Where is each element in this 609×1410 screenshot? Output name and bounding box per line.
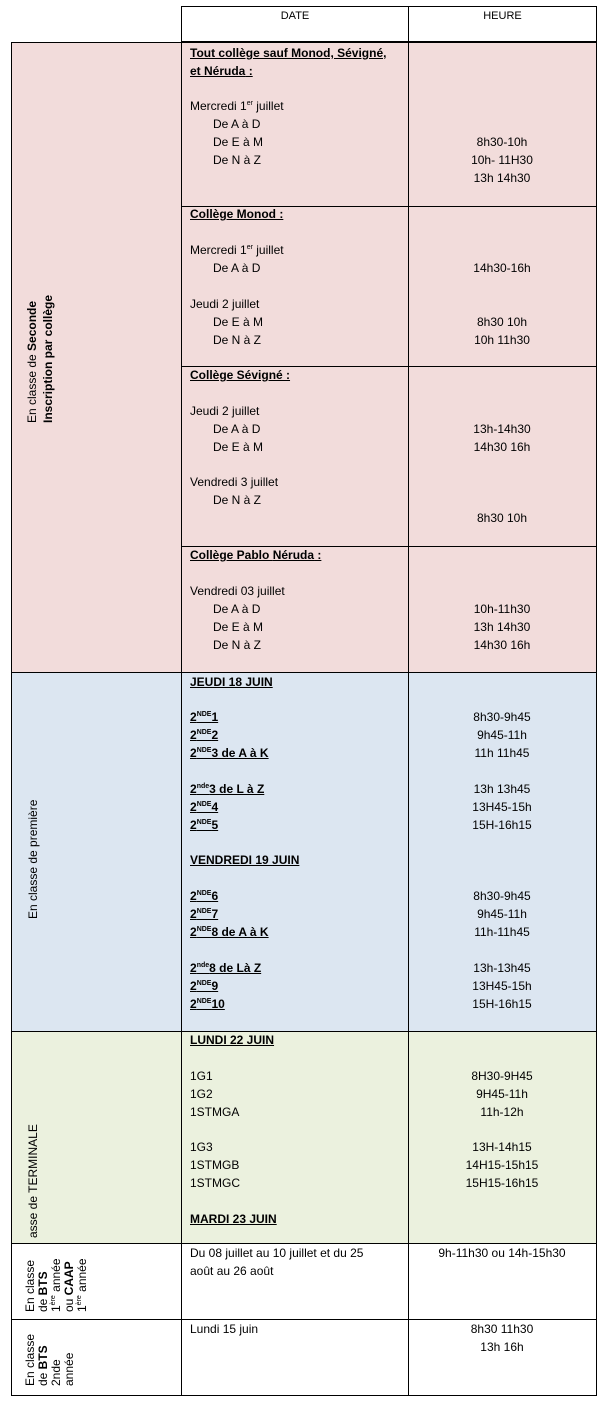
header-heure [408, 6, 597, 42]
terminale-time: 8H30-9H45 [471, 1069, 533, 1083]
seconde-g4-range-2: De E à M [213, 620, 264, 634]
header-date-label: DATE [280, 10, 310, 22]
seconde-g2-range-1: De A à D [213, 261, 261, 275]
seconde-g2-range-3: De N à Z [213, 333, 262, 347]
seconde-side-cell [11, 42, 182, 673]
premiere-time: 13H45-15h [472, 800, 532, 814]
premiere-class-row: 2nde3 de L à Z [190, 782, 265, 796]
premiere-class-row: 2NDE1 [190, 710, 219, 724]
terminale-side-label: asse de TERMINALE [26, 1124, 40, 1238]
seconde-g3-time-1: 13h-14h30 [473, 422, 531, 436]
header-date [181, 6, 409, 42]
terminale-class: 1G3 [190, 1140, 213, 1154]
premiere-class-row: 2NDE9 [190, 979, 219, 993]
terminale-day-1: LUNDI 22 JUIN [190, 1033, 275, 1047]
seconde-g4-time-2: 13h 14h30 [473, 620, 531, 634]
premiere-class-row: 2NDE6 [190, 889, 219, 903]
premiere-time: 13h-13h45 [473, 961, 531, 975]
bts1-date-line-2: août au 26 août [190, 1264, 274, 1278]
seconde-g3-date-cell [181, 366, 409, 547]
premiere-side-label: En classe de première [26, 799, 40, 919]
premiere-class-row: 2NDE8 de A à K [190, 925, 269, 939]
premiere-time: 8h30-9h45 [473, 710, 531, 724]
seconde-g1-time-2: 10h- 11H30 [471, 153, 533, 167]
premiere-time: 15H-16h15 [472, 997, 532, 1011]
terminale-time: 15H15-16h15 [465, 1176, 539, 1190]
seconde-g3-range-1: De A à D [213, 422, 261, 436]
premiere-class-row: 2NDE7 [190, 907, 219, 921]
bts2-side-cell [11, 1319, 182, 1396]
premiere-class-row: 2NDE4 [190, 800, 219, 814]
terminale-time: 13H-14h15 [472, 1140, 532, 1154]
terminale-time: 14H15-15h15 [465, 1158, 539, 1172]
bts1-side-cell [11, 1243, 182, 1320]
seconde-g1-time-1: 8h30-10h [476, 135, 528, 149]
premiere-class-row: 2NDE2 [190, 728, 219, 742]
terminale-class: 1G1 [190, 1069, 213, 1083]
seconde-g3-range-2: De E à M [213, 440, 264, 454]
terminale-class: 1STMGA [190, 1105, 240, 1119]
seconde-g2-time-1: 14h30-16h [473, 261, 531, 275]
seconde-g1-title: Tout collège sauf Monod, Sévigné, [190, 46, 387, 60]
seconde-g2-time-2: 8h30 10h [476, 315, 528, 329]
seconde-g1-range-3: De N à Z [213, 153, 262, 167]
terminale-time: 9H45-11h [476, 1087, 528, 1101]
premiere-time-cell [408, 672, 597, 1032]
seconde-g1-range-2: De E à M [213, 135, 264, 149]
premiere-time: 13h 13h45 [473, 782, 531, 796]
seconde-g1-day: Mercredi 1er juillet [190, 99, 284, 113]
premiere-day-2: VENDREDI 19 JUIN [190, 853, 300, 867]
seconde-g4-title: Collège Pablo Néruda : [190, 548, 322, 562]
seconde-g2-day-2: Jeudi 2 juillet [190, 297, 260, 311]
bts1-date-line-1: Du 08 juillet au 10 juillet et du 25 [190, 1246, 364, 1260]
seconde-g4-day: Vendredi 03 juillet [190, 584, 285, 598]
seconde-g4-time-3: 14h30 16h [473, 638, 531, 652]
terminale-side-cell [11, 1031, 182, 1244]
premiere-date-cell [181, 672, 409, 1032]
seconde-g4-range-3: De N à Z [213, 638, 262, 652]
terminale-time: 11h-12h [480, 1105, 524, 1119]
bts2-time-2: 13h 16h [480, 1340, 524, 1354]
premiere-class-row: 2NDE5 [190, 818, 219, 832]
seconde-g2-range-2: De E à M [213, 315, 264, 329]
premiere-class-row: 2NDE3 de A à K [190, 746, 269, 760]
seconde-g4-time-1: 10h-11h30 [473, 602, 531, 616]
seconde-g1-time-3: 13h 14h30 [473, 171, 531, 185]
seconde-g2-day-1: Mercredi 1er juillet [190, 243, 284, 257]
premiere-class-row: 2NDE10 [190, 997, 225, 1011]
terminale-time-cell [408, 1031, 597, 1244]
seconde-g2-title: Collège Monod : [190, 207, 284, 221]
seconde-g1-range-1: De A à D [213, 117, 261, 131]
terminale-class: 1G2 [190, 1087, 213, 1101]
terminale-class: 1STMGB [190, 1158, 240, 1172]
seconde-g4-range-1: De A à D [213, 602, 261, 616]
premiere-time: 9h45-11h [477, 728, 527, 742]
bts2-date: Lundi 15 juin [190, 1322, 259, 1336]
seconde-g2-time-3: 10h 11h30 [474, 333, 530, 347]
terminale-class: 1STMGC [190, 1176, 241, 1190]
premiere-class-row: 2nde8 de Là Z [190, 961, 262, 975]
seconde-g3-time-2: 14h30 16h [473, 440, 531, 454]
seconde-g3-title: Collège Sévigné : [190, 368, 291, 382]
premiere-time: 13H45-15h [472, 979, 532, 993]
premiere-day-1: JEUDI 18 JUIN [190, 675, 273, 689]
header-heure-label: HEURE [483, 10, 522, 22]
terminale-day-2: MARDI 23 JUIN [190, 1212, 277, 1226]
bts2-time-1: 8h30 11h30 [470, 1322, 534, 1336]
bts1-time: 9h-11h30 ou 14h-15h30 [438, 1246, 566, 1260]
premiere-time: 15H-16h15 [472, 818, 532, 832]
seconde-g3-day-2: Vendredi 3 juillet [190, 475, 279, 489]
premiere-side-cell [11, 672, 182, 1032]
seconde-g3-range-3: De N à Z [213, 493, 262, 507]
seconde-g3-time-3: 8h30 10h [476, 511, 528, 525]
premiere-time: 11h-11h45 [474, 925, 530, 939]
seconde-g1-title-2: et Néruda : [190, 64, 253, 78]
seconde-side-label: En classe de Seconde Inscription par collège [25, 294, 55, 423]
seconde-g3-day-1: Jeudi 2 juillet [190, 404, 260, 418]
bts1-side-label: En classe de BTS 1ère année ou CAAP 1ère année [23, 1258, 89, 1312]
premiere-time: 8h30-9h45 [473, 889, 531, 903]
bts2-side-label: En classe de BTS 2nde année [23, 1333, 76, 1386]
premiere-time: 11h 11h45 [474, 746, 530, 760]
premiere-time: 9h45-11h [477, 907, 527, 921]
